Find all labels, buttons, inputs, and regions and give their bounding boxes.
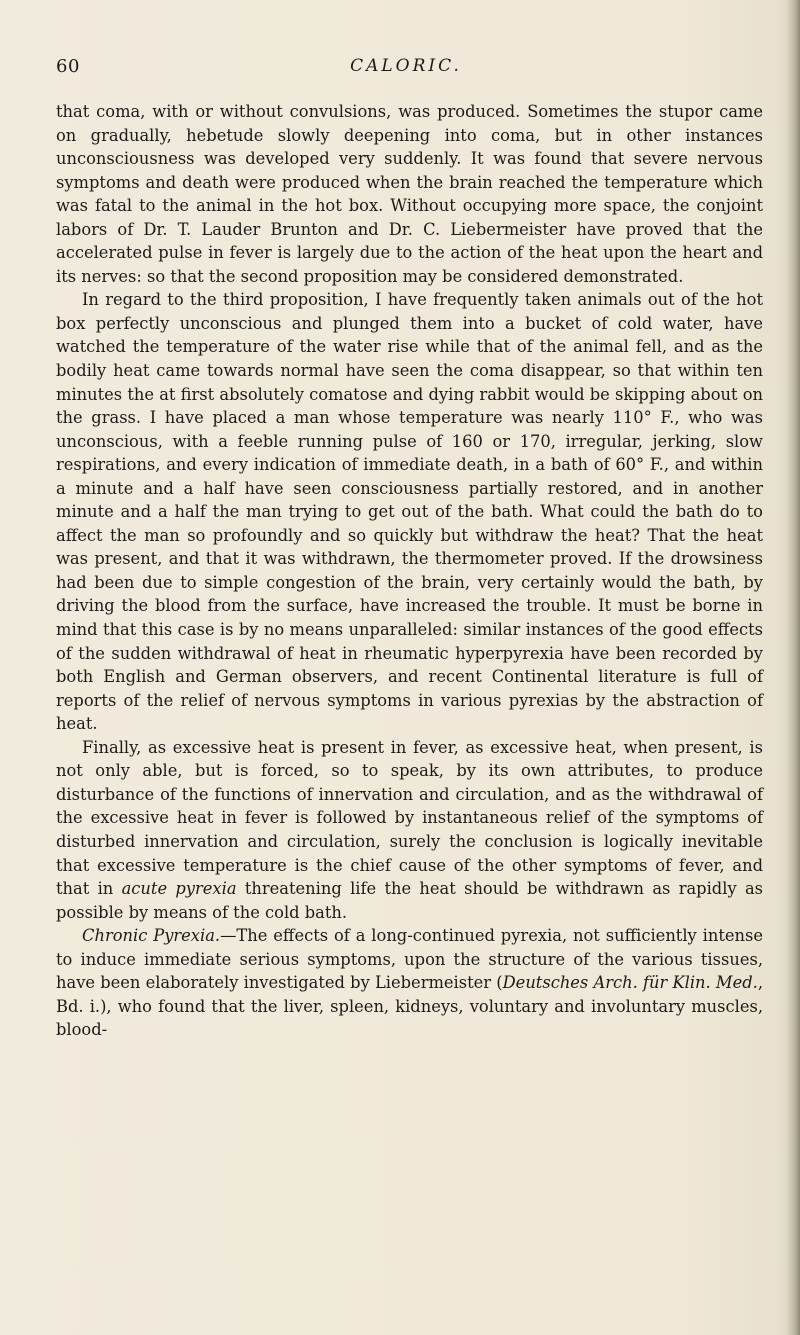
paragraph-third-proposition: In regard to the third proposition, I have frequently taken animals out of the hot box perfectly unconscious and plunged them into a bucket of cold water, have watched the temperature of the water rise while that of the animal fell, and as the bodily heat came towards normal have seen the coma disappear, so that within ten minutes the at first absolutely comatose and dying rabbit would be skipping about on the grass. I have placed a man whose temperature was nearly 110° F., who was unconscious, with a feeble running pulse of 160 or 170, irregular, jerking, slow respirations, and every indication of immediate death, in a bath of 60° F., and within a minute and a half have seen consciousness partially restored, and in another minute and a half the man trying to get out of the bath. What could the bath do to affect the man so profoundly and so quickly but withdraw the heat? That the heat was present, and that it was withdrawn, the thermometer proved. If the drowsiness had been due to simple congestion of the brain, very certainly would the bath, by driving the blood from the surface, have increased the trouble. It must be borne in mind that this case is by no means unparalleled: similar instances of the good effects of the sudden withdrawal of heat in rheumatic hyperpyrexia have been recorded by both English and German observers, and recent Continental literature is full of reports of the relief of nervous symptoms in various pyrexias by the abstraction of heat. <box>56 290 763 734</box>
acute-pyrexia-emphasis: acute pyrexia <box>121 879 237 899</box>
chronic-text-before: —The effects of a long-continued pyrexia, not sufficiently intense to induce immediate serious symptoms, upon the structure of the various tissues, have been elaborately investigated by Liebermeister ( <box>56 926 763 993</box>
page-edge-shadow <box>786 0 800 1335</box>
citation-title: Deutsches Arch. für Klin. Med. <box>502 973 758 993</box>
paragraph-continuation: that coma, with or without convulsions, was produced. Sometimes the stupor came on gradually, hebetude slowly deepening into coma, but in other instances unconsciousness was developed very suddenly. It was found that severe nervous symptoms and death were produced when the brain reached the temperature which was fatal to the animal in the hot box. Without occupying more space, the conjoint labors of Dr. T. Lauder Brunton and Dr. C. Liebermeister have proved that the accelerated pulse in fever is largely due to the action of the heat upon the heart and its nerves: so that the second proposition may be considered demonstrated. <box>56 102 763 286</box>
body-text <box>56 100 763 1042</box>
chronic-text-after: , Bd. i.), who found that the liver, spleen, kidneys, voluntary and involuntary muscles, blood- <box>56 973 763 1040</box>
section-heading-chronic-pyrexia: Chronic Pyrexia. <box>82 926 221 946</box>
conclusion-text-before: Finally, as excessive heat is present in fever, as excessive heat, when present, is not only able, but is forced, so to speak, by its own attributes, to produce disturbance of the functions of innervation and circulation, and as the withdrawal of the excessive heat in fever is followed by instantaneous relief of the symptoms of disturbed innervation and circulation, surely the conclusion is logically inevitable that excessive temperature is the chief cause of the other symptoms of fever, and that in <box>56 737 763 899</box>
page-number: 60 <box>56 56 80 77</box>
conclusion-text-after: threatening life the heat should be withdrawn as rapidly as possible by means of the cold bath. <box>56 879 764 922</box>
page-header <box>56 56 756 86</box>
paragraph-conclusion <box>56 736 763 924</box>
running-head: CALORIC. <box>350 56 462 76</box>
paragraph-chronic-pyrexia <box>56 924 763 1042</box>
